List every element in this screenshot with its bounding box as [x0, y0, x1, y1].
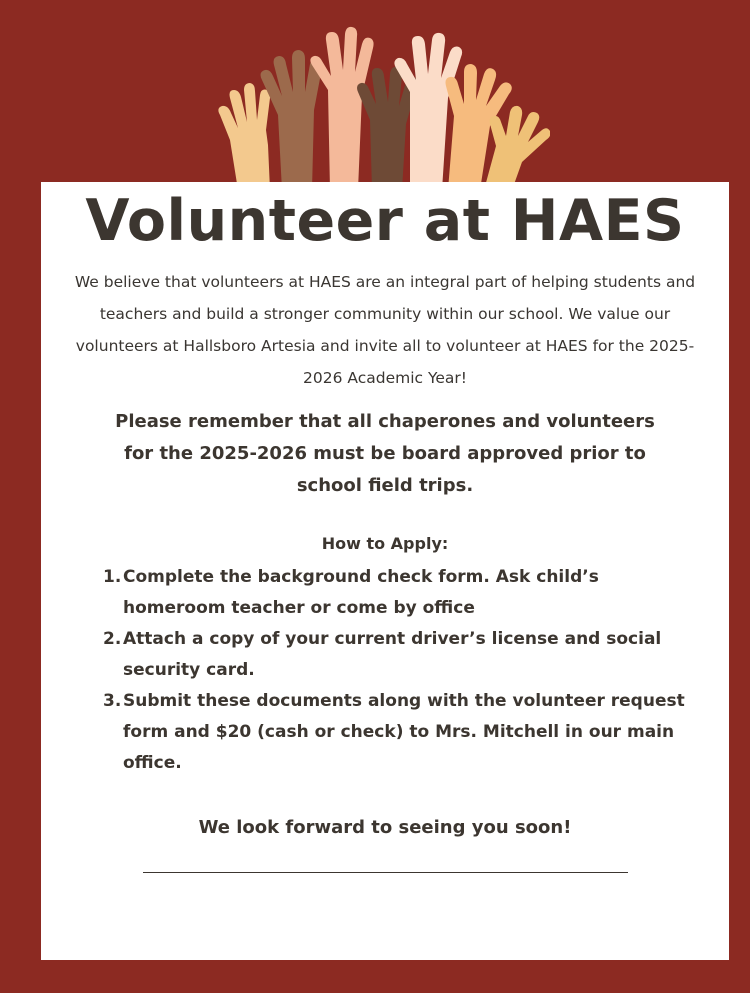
hand-icon	[484, 106, 550, 190]
list-item	[103, 562, 703, 624]
list-item	[103, 686, 703, 779]
closing-line: We look forward to seeing you soon!	[198, 817, 572, 838]
step-number: 1.	[103, 567, 122, 587]
page-title: Volunteer at HAES	[85, 188, 685, 254]
list-item	[103, 624, 703, 686]
step-text: Complete the background check form. Ask child’s homeroom teacher or come by office	[123, 567, 599, 618]
reminder-paragraph: Please remember that all chaperones and volunteers for the 2025-2026 must be board approved prior to school field trips.	[115, 411, 655, 496]
step-number: 2.	[103, 629, 122, 649]
hand-icon	[218, 83, 270, 190]
intro-paragraph: We believe that volunteers at HAES are an integral part of helping students and teachers and build a stronger community within our school. We value our volunteers at Hallsboro Artesia and invite all to volunteer at HAES for the 2025-2026 Academic Year!	[74, 273, 696, 387]
raised-hands-illustration	[200, 20, 550, 190]
how-to-apply-heading: How to Apply:	[321, 534, 449, 553]
flyer-card	[41, 182, 729, 960]
step-number: 3.	[103, 691, 122, 711]
hand-icon	[261, 50, 323, 190]
step-text: Submit these documents along with the volunteer request form and $20 (cash or check) to Mrs. Mitchell in our main office.	[123, 691, 685, 773]
signature-line	[143, 872, 628, 873]
apply-steps-list	[103, 562, 703, 779]
step-text: Attach a copy of your current driver’s license and social security card.	[123, 629, 662, 680]
hand-icon	[310, 27, 373, 190]
